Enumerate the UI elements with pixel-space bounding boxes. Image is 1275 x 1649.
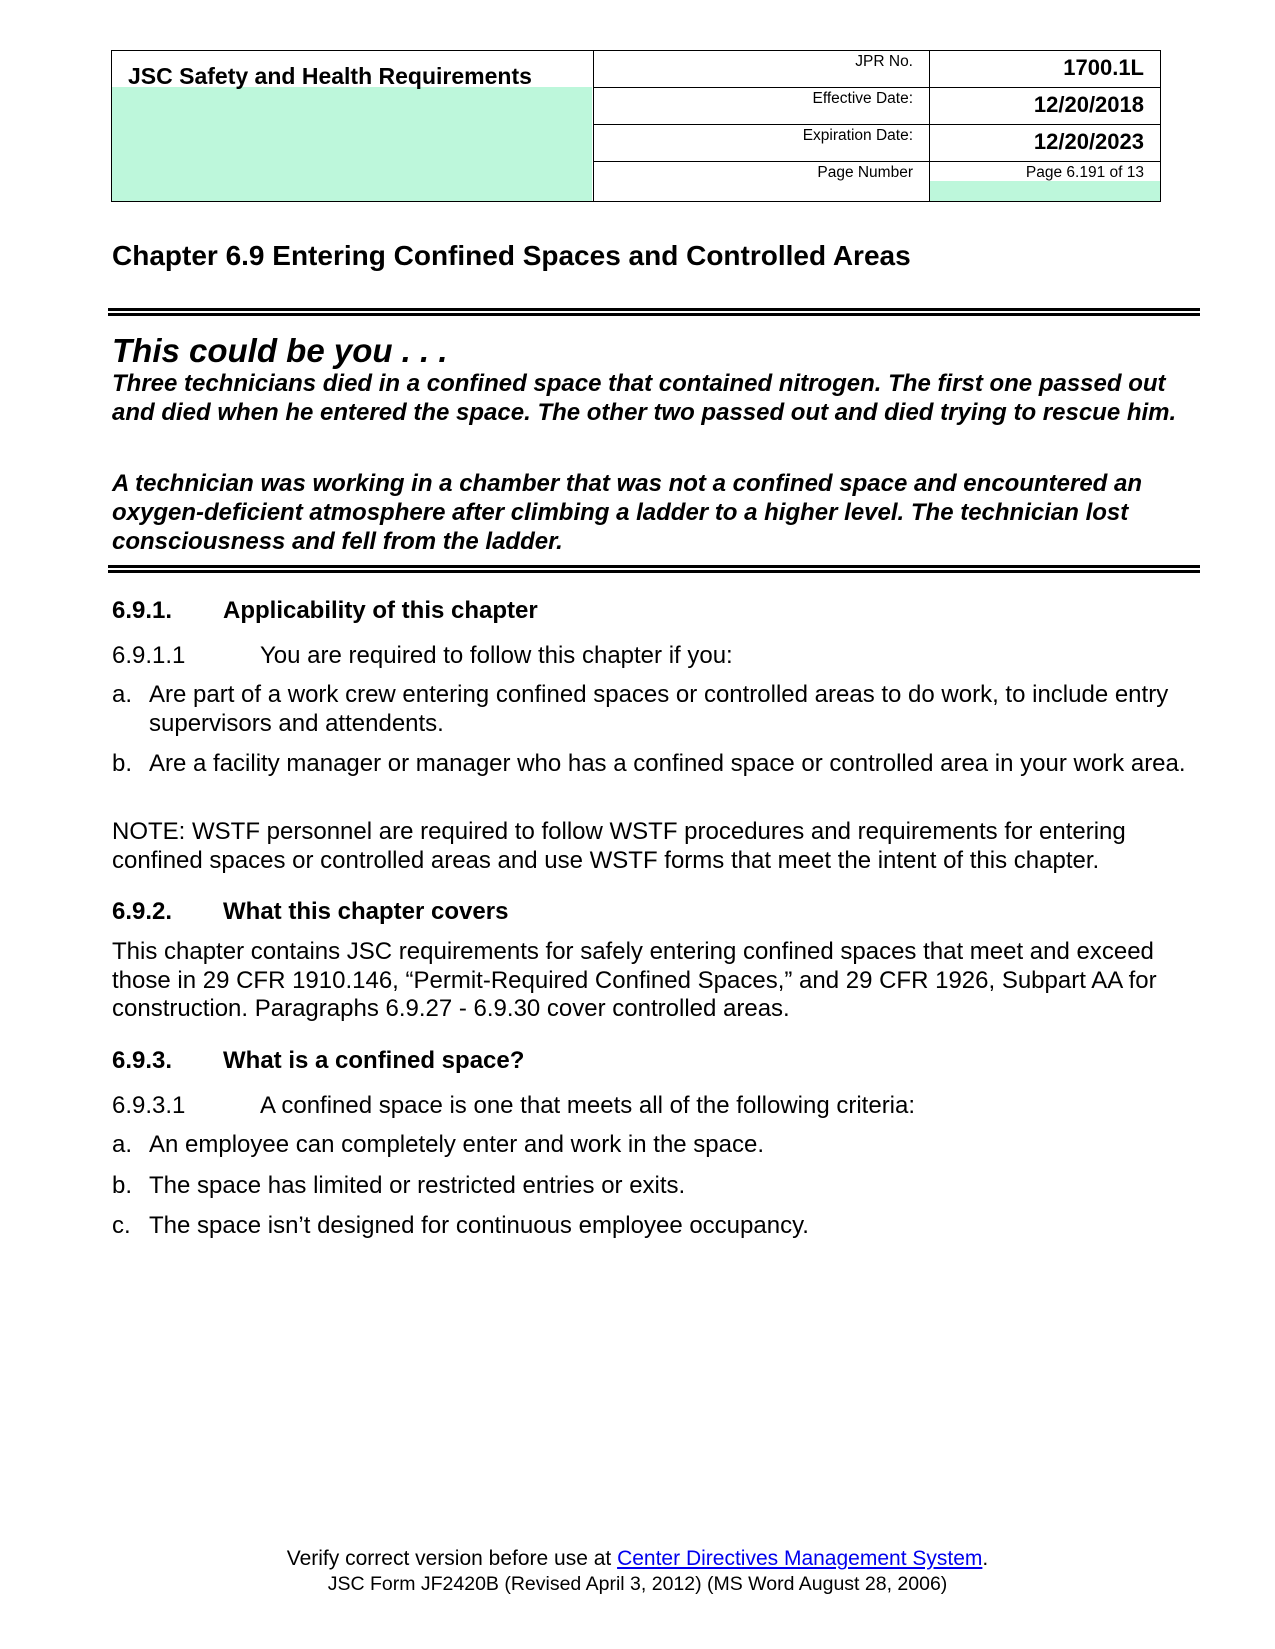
paragraph-text: You are required to follow this chapter if you: bbox=[260, 642, 733, 669]
list-letter: a. bbox=[112, 1131, 133, 1158]
section-title: Applicability of this chapter bbox=[223, 597, 538, 624]
header-label: Page Number bbox=[817, 164, 913, 181]
paragraph-text: A confined space is one that meets all of the following criteria: bbox=[260, 1092, 916, 1119]
footer-form-line: JSC Form JF2420B (Revised April 3, 2012) (MS Word August 28, 2006) bbox=[327, 1573, 948, 1595]
section-number: 6.9.2. bbox=[112, 898, 173, 925]
section-number: 6.9.3. bbox=[112, 1047, 173, 1074]
list-item bbox=[112, 681, 1202, 738]
list-text: Are a facility manager or manager who has a confined space or controlled area in your work area. bbox=[149, 750, 1186, 777]
paragraph-number: 6.9.3.1 bbox=[112, 1092, 186, 1119]
highlight-region bbox=[930, 181, 1160, 201]
section-heading bbox=[112, 1047, 524, 1075]
footer-verify-line bbox=[0, 1547, 1275, 1571]
section-title: What is a confined space? bbox=[223, 1047, 525, 1074]
paragraph-number: 6.9.1.1 bbox=[112, 642, 186, 669]
header-title-cell bbox=[112, 51, 594, 201]
highlight-region bbox=[112, 87, 592, 201]
list-text: Are part of a work crew entering confined spaces or controlled areas to do work, to include entry supervisors and attendents. bbox=[149, 681, 1169, 737]
list-item bbox=[112, 1131, 1202, 1160]
list-item bbox=[112, 1172, 1202, 1201]
note-text: NOTE: WSTF personnel are required to follow WSTF procedures and requirements for entering confined spaces or controlled areas and use WSTF forms that meet the intent of this chapter. bbox=[112, 818, 1126, 874]
footer-verify-prefix: Verify correct version before use at bbox=[286, 1547, 618, 1570]
list-letter: b. bbox=[112, 1172, 133, 1199]
double-rule-top bbox=[108, 308, 1200, 316]
header-value: 12/20/2023 bbox=[1033, 129, 1144, 154]
section-title: What this chapter covers bbox=[223, 898, 509, 925]
paragraph bbox=[112, 1092, 915, 1120]
header-value: 1700.1L bbox=[1063, 55, 1144, 80]
list-item bbox=[112, 750, 1202, 779]
header-label: JPR No. bbox=[855, 53, 913, 70]
body-text: This chapter contains JSC requirements for safely entering confined spaces that meet and exceed those in 29 CFR 1910.146, “Permit-Required Confined Spaces,” and 29 CFR 1926, Subpart AA for construction. Paragraphs 6.9.27 - 6.9.30 cover controlled areas. bbox=[112, 938, 1157, 1022]
header-label: Effective Date: bbox=[812, 90, 913, 107]
list-item bbox=[112, 1212, 1202, 1241]
header-row-effective-date bbox=[594, 88, 1160, 125]
list-letter: c. bbox=[112, 1212, 131, 1239]
footer-verify-suffix: . bbox=[982, 1547, 989, 1570]
header-row-jpr bbox=[594, 51, 1160, 88]
chapter-title: Chapter 6.9 Entering Confined Spaces and Controlled Areas bbox=[112, 240, 911, 271]
section-heading bbox=[112, 597, 538, 625]
list-text: The space isn’t designed for continuous employee occupancy. bbox=[149, 1212, 809, 1239]
section-heading bbox=[112, 898, 508, 926]
list-text: An employee can completely enter and work in the space. bbox=[149, 1131, 765, 1158]
list-letter: a. bbox=[112, 681, 133, 708]
paragraph bbox=[112, 642, 733, 670]
header-label: Expiration Date: bbox=[802, 127, 913, 144]
warning-paragraph: A technician was working in a chamber that was not a confined space and encountered an oxygen-deficient atmosphere after climbing a ladder to a higher level. The technician lost consciousness and fell from the ladder. bbox=[112, 470, 1143, 555]
list-letter: b. bbox=[112, 750, 133, 777]
header-row-expiration-date bbox=[594, 125, 1160, 162]
double-rule-bottom bbox=[108, 565, 1200, 573]
list-text: The space has limited or restricted entries or exits. bbox=[149, 1172, 686, 1199]
header-title: JSC Safety and Health Requirements bbox=[128, 63, 532, 89]
header-value: 12/20/2018 bbox=[1033, 92, 1144, 117]
header-value: Page 6.191 of 13 bbox=[1025, 164, 1144, 181]
header-row-page-number bbox=[594, 162, 1160, 201]
document-header-table bbox=[111, 50, 1161, 202]
section-number: 6.9.1. bbox=[112, 597, 173, 624]
warning-paragraph: Three technicians died in a confined space that contained nitrogen. The first one passed out and died when he entered the space. The other two passed out and died trying to rescue him. bbox=[112, 370, 1177, 426]
center-directives-link[interactable]: Center Directives Management System bbox=[617, 1547, 983, 1570]
warning-title: This could be you . . . bbox=[112, 332, 448, 369]
